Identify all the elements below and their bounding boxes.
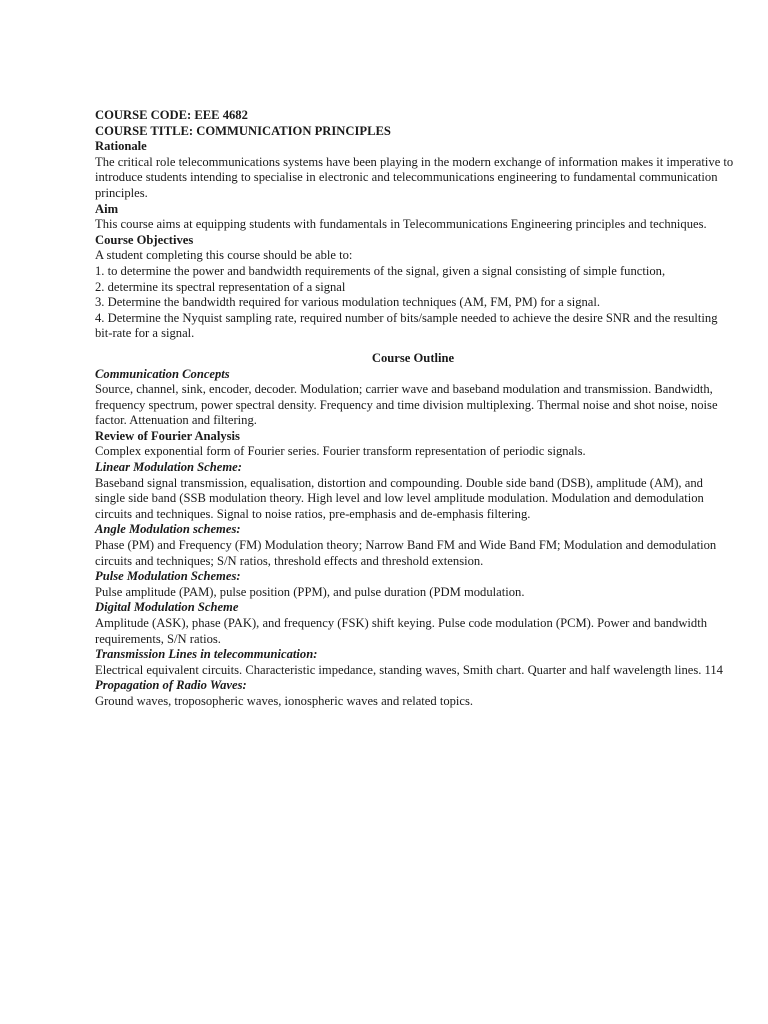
course-outline-heading: Course Outline [371,350,455,365]
section-title-angle-modulation: Angle Modulation schemes: [95,522,241,537]
rationale-heading: Rationale [95,139,147,154]
objective-item-1: 1. to determine the power and bandwidth requirements of the signal, given a signal consisting of simple function, [95,263,666,278]
document-page [95,108,735,710]
section-text-transmission-lines: Electrical equivalent circuits. Characteristic impedance, standing waves, Smith chart. Quarter and half wavelength lines. 114 [95,662,723,677]
objective-item-3: 3. Determine the bandwidth required for various modulation techniques (AM, FM, PM) for a signal. [95,295,601,310]
section-text-communication-concepts: Source, channel, sink, encoder, decoder. Modulation; carrier wave and baseband modulation and transmission. Bandwidth, frequency spectrum, power spectral density. Frequency and time division multiplexing. Thermal noise and shot noise, noise factor. Attenuation and filtering. [95,382,718,428]
course-code: COURSE CODE: EEE 4682 [95,108,248,122]
section-text-fourier-analysis: Complex exponential form of Fourier series. Fourier transform representation of periodic signals. [95,444,586,459]
section-title-communication-concepts: Communication Concepts [95,366,230,381]
aim-heading: Aim [95,201,119,216]
section-title-pulse-modulation: Pulse Modulation Schemes: [95,569,241,584]
section-title-fourier-analysis: Review of Fourier Analysis [95,428,240,443]
section-text-radio-propagation: Ground waves, troposopheric waves, ionospheric waves and related topics. [95,693,474,708]
section-title-digital-modulation: Digital Modulation Scheme [95,600,239,615]
objectives-heading: Course Objectives [95,232,194,247]
section-title-linear-modulation: Linear Modulation Scheme: [95,460,242,475]
aim-text: This course aims at equipping students with fundamentals in Telecommunications Engineering principles and techniques. [95,217,707,232]
section-title-transmission-lines: Transmission Lines in telecommunication: [95,647,318,662]
course-title: COURSE TITLE: COMMUNICATION PRINCIPLES [95,123,391,138]
rationale-text: The critical role telecommunications systems have been playing in the modern exchange of information makes it imperative to introduce students intending to specialise in electronic and telecommunications engineering to fundamental communication principles. [95,154,734,200]
section-text-angle-modulation: Phase (PM) and Frequency (FM) Modulation theory; Narrow Band FM and Wide Band FM; Modulation and demodulation circuits and techniques; S/N ratios, threshold effects and threshold extension. [95,538,717,568]
section-text-pulse-modulation: Pulse amplitude (PAM), pulse position (PPM), and pulse duration (PDM modulation. [95,584,525,599]
section-text-digital-modulation: Amplitude (ASK), phase (PAK), and frequency (FSK) shift keying. Pulse code modulation (PCM). Power and bandwidth requirements, S/N ratios. [95,616,708,646]
section-title-radio-propagation: Propagation of Radio Waves: [95,678,247,693]
objective-item-2: 2. determine its spectral representation of a signal [95,279,346,294]
objectives-intro: A student completing this course should be able to: [95,248,353,263]
section-text-linear-modulation: Baseband signal transmission, equalisation, distortion and compounding. Double side band (DSB), amplitude (AM), and single side band (SSB modulation theory. High level and low level amplitude modulation. Modulation and demodulation circuits and techniques. Signal to noise ratios, pre-emphasis and de-emphasis filtering. [95,475,704,521]
objective-item-4: 4. Determine the Nyquist sampling rate, required number of bits/sample needed to achieve the desire SNR and the resulting bit-rate for a signal. [95,310,718,341]
